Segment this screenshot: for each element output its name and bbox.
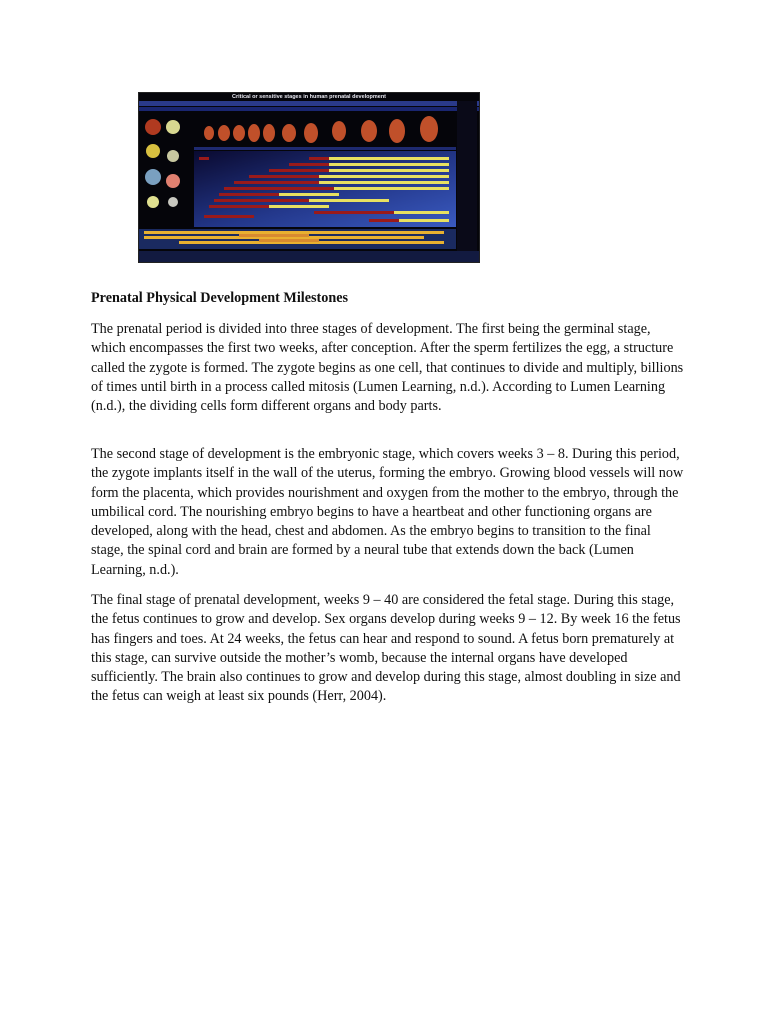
paragraph-germinal-stage: The prenatal period is divided into three stages of development. The first being the germinal stage, which encompasses the first two weeks, after conception. After the sperm fertilizes the egg, a structure called the zygote is formed. The zygote begins as one cell, that continues to divide and multiply, billions of times until birth in a process called mitosis (Lumen Learning, n.d.). According to Lumen Learning (n.d.), the dividing cells form different organs and body parts. <box>91 321 684 415</box>
paragraph-embryonic-stage: The second stage of development is the embryonic stage, which covers weeks 3 – 8. During this period, the zygote implants itself in the wall of the uterus, forming the embryo. Growing blood vessels will now form the placenta, which provides nourishment and oxygen from the mother to the embryo, through the umbilical cord. The nourishing embryo begins to have a heartbeat and other functioning organs are developed, along with the head, chest and abdomen. As the embryo begins to transition to the final stage, the spinal cord and brain are formed by a neural tube that extends down the back (Lumen Learning, n.d.). <box>91 446 684 578</box>
paragraph-fetal-stage: The final stage of prenatal development, weeks 9 – 40 are considered the fetal stage. During this stage, the fetus continues to grow and develop. Sex organs develop during weeks 9 – 12. By week 16 the fetus has fingers and toes. At 24 weeks, the fetus can hear and respond to sound. A fetus born prematurely at this stage, can survive outside the mother’s womb, because the internal organs have developed sufficiently. The brain also continues to grow and develop during this stage, almost doubling in size and the fetus can weigh at least six pounds (Herr, 2004). <box>91 592 681 705</box>
development-chart-graphic <box>139 93 479 262</box>
lower-band <box>139 229 456 249</box>
embryo-images <box>204 116 438 143</box>
section-heading: Prenatal Physical Development Milestones <box>91 290 349 306</box>
left-stage-icons <box>145 119 180 208</box>
prenatal-development-figure <box>138 92 480 263</box>
figure-title: Critical or sensitive stages in human prenatal development <box>231 94 387 100</box>
